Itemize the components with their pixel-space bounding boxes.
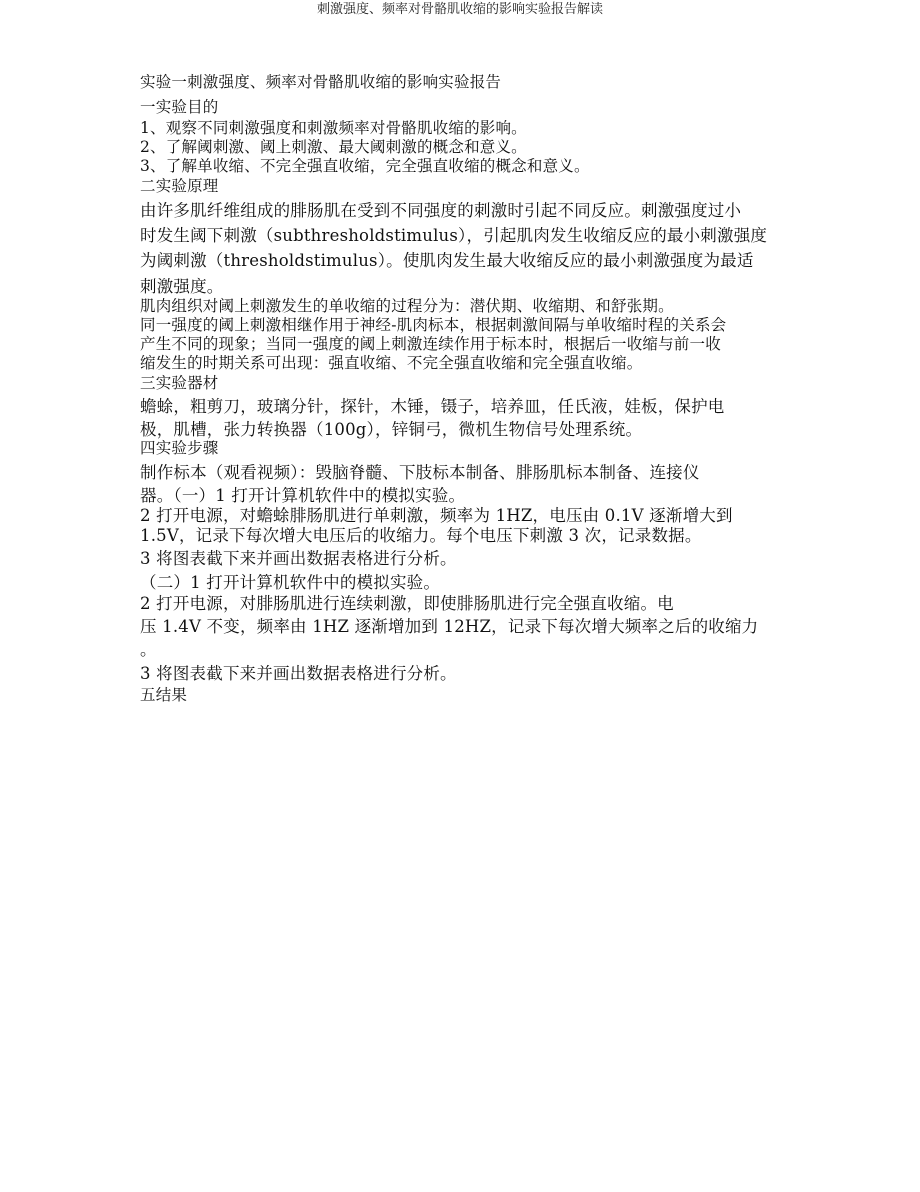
purpose-item-2: 2、了解阈刺激、阈上刺激、最大阈刺激的概念和意义。: [140, 138, 527, 156]
principle-paragraph-line-3: 为阈刺激（thresholdstimulus）。使肌肉发生最大收缩反应的最小刺激强度为最适: [140, 251, 754, 270]
steps-line-8: 压 1.4V 不变，频率由 1HZ 逐渐增加到 12HZ，记录下每次增大频率之后的收缩力: [140, 617, 759, 636]
principle-paragraph-line-2: 时发生阈下刺激（subthresholdstimulus），引起肌肉发生收缩反应的最小刺激强度: [140, 226, 768, 245]
steps-line-6: （二）1 打开计算机软件中的模拟实验。: [140, 573, 441, 592]
section-heading-principle: 二实验原理: [140, 177, 219, 195]
materials-line-2: 极，肌槽，张力转换器（100g），锌铜弓，微机生物信号处理系统。: [140, 420, 643, 439]
materials-line-1: 蟾蜍，粗剪刀，玻璃分针，探针，木锤，镊子，培养皿，任氏液，娃板，保护电: [140, 397, 725, 416]
principle-paragraph-2: 肌肉组织对阈上刺激发生的单收缩的过程分为：潜伏期、收缩期、和舒张期。: [140, 297, 674, 315]
section-heading-materials: 三实验器材: [140, 374, 219, 392]
steps-line-9: 。: [140, 640, 157, 659]
steps-line-1: 制作标本（观看视频）：毁脑脊髓、下肢标本制备、腓肠肌标本制备、连接仪: [140, 463, 700, 482]
principle-paragraph-3-line-1: 同一强度的阈上刺激相继作用于神经-肌肉标本，根据刺激间隔与单收缩时程的关系会: [140, 316, 727, 334]
steps-line-3: 2 打开电源，对蟾蜍腓肠肌进行单刺激，频率为 1HZ，电压由 0.1V 逐渐增大到: [140, 506, 733, 525]
steps-line-7: 2 打开电源，对腓肠肌进行连续刺激，即使腓肠肌进行完全强直收缩。电: [140, 594, 674, 613]
page-header: 刺激强度、频率对骨骼肌收缩的影响实验报告解读: [316, 2, 603, 17]
purpose-item-3: 3、了解单收缩、不完全强直收缩，完全强直收缩的概念和意义。: [140, 157, 590, 175]
purpose-item-1: 1、观察不同刺激强度和刺激频率对骨骼肌收缩的影响。: [140, 119, 527, 137]
section-heading-steps: 四实验步骤: [140, 439, 219, 457]
section-heading-results: 五结果: [140, 686, 188, 704]
report-title: 实验一刺激强度、频率对骨骼肌收缩的影响实验报告: [140, 73, 502, 91]
principle-paragraph-line-4: 刺激强度。: [140, 277, 224, 296]
steps-line-10: 3 将图表截下来并画出数据表格进行分析。: [140, 664, 457, 683]
steps-line-2: 器。（一）1 打开计算机软件中的模拟实验。: [140, 486, 466, 505]
principle-paragraph-line-1: 由许多肌纤维组成的腓肠肌在受到不同强度的刺激时引起不同反应。刺激强度过小: [140, 201, 742, 220]
steps-line-5: 3 将图表截下来并画出数据表格进行分析。: [140, 549, 457, 568]
steps-line-4: 1.5V，记录下每次增大电压后的收缩力。每个电压下刺激 3 次，记录数据。: [140, 526, 702, 545]
principle-paragraph-3-line-3: 缩发生的时期关系可出现：强直收缩、不完全强直收缩和完全强直收缩。: [140, 354, 643, 372]
principle-paragraph-3-line-2: 产生不同的现象；当同一强度的阈上刺激连续作用于标本时，根据后一收缩与前一收: [140, 335, 721, 353]
section-heading-purpose: 一实验目的: [140, 98, 219, 116]
